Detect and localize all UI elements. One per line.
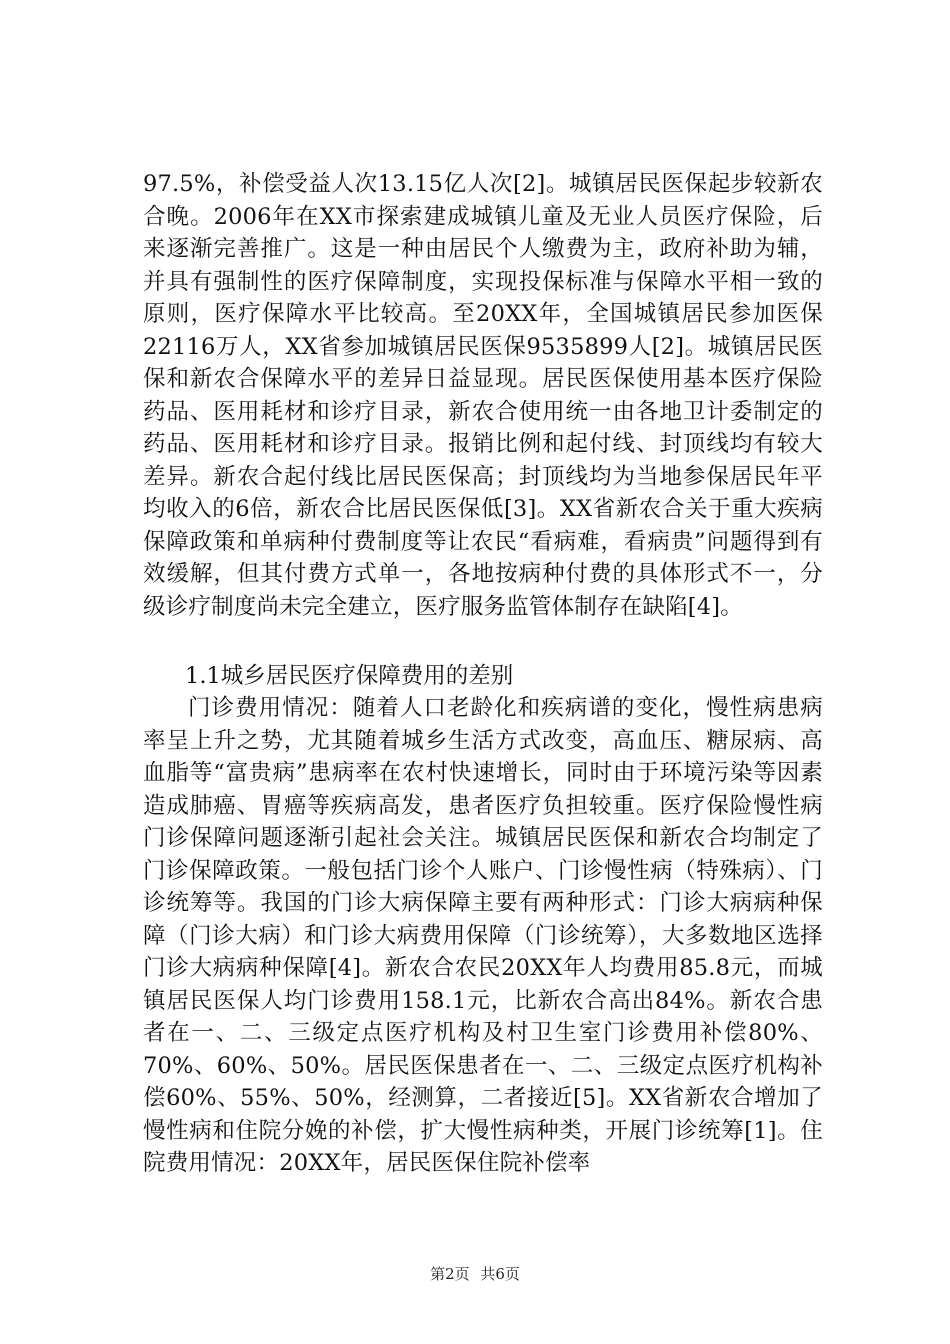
section-heading: 1.1城乡居民医疗保障费用的差别: [185, 663, 514, 689]
body-paragraph-1: 97.5%，补偿受益人次13.15亿人次[2]。城镇居民医保起步较新农合晚。2006年在XX市探索建成城镇儿童及无业人员医疗保险，后来逐渐完善推广。这是一种由居民个人缴费为主，政府补助为辅，并具有强制性的医疗保障制度，实现投保标准与保障水平相一致的原则，医疗保障水平比较高。至20XX年，全国城镇居民参加医保22116万人，XX省参加城镇居民医保9535899人[2]。城镇居民医保和新农合保障水平的差异日益显现。居民医保使用基本医疗保险药品、医用耗材和诊疗目录，新农合使用统一由各地卫计委制定的药品、医用耗材和诊疗目录。报销比例和起付线、封顶线均有较大差异。新农合起付线比居民医保高；封顶线均为当地参保居民年平均收入的6倍，新农合比居民医保低[3]。XX省新农合关于重大疾病保障政策和单病种付费制度等让农民“看病难，看病贵”问题得到有效缓解，但其付费方式单一，各地按病种付费的具体形式不一，分级诊疗制度尚未完全建立，医疗服务监管体制存在缺陷[4]。: [143, 171, 823, 620]
page-total: 共6页: [480, 1265, 520, 1283]
body-paragraph-2: 门诊费用情况：随着人口老龄化和疾病谱的变化，慢性病患病率呈上升之势，尤其随着城乡生活方式改变，高血压、糖尿病、高血脂等“富贵病”患病率在农村快速增长，同时由于环境污染等因素造成肺癌、胃癌等疾病高发，患者医疗负担较重。医疗保险慢性病门诊保障问题逐渐引起社会关注。城镇居民医保和新农合均制定了门诊保障政策。一般包括门诊个人账户、门诊慢性病（特殊病）、门诊统筹等。我国的门诊大病保障主要有两种形式：门诊大病病种保障（门诊大病）和门诊大病费用保障（门诊统筹），大多数地区选择门诊大病病种保障[4]。新农合农民20XX年人均费用85.8元，而城镇居民医保人均门诊费用158.1元，比新农合高出84%。新农合患者在一、二、三级定点医疗机构及村卫生室门诊费用补偿80%、70%、60%、50%。居民医保患者在一、二、三级定点医疗机构补偿60%、55%、50%，经测算，二者接近[5]。XX省新农合增加了慢性病和住院分娩的补偿，扩大慢性病种类，开展门诊统筹[1]。住院费用情况：20XX年，居民医保住院补偿率: [143, 695, 823, 1176]
page-number: 第2页: [430, 1265, 470, 1283]
page-footer: [0, 1264, 950, 1284]
